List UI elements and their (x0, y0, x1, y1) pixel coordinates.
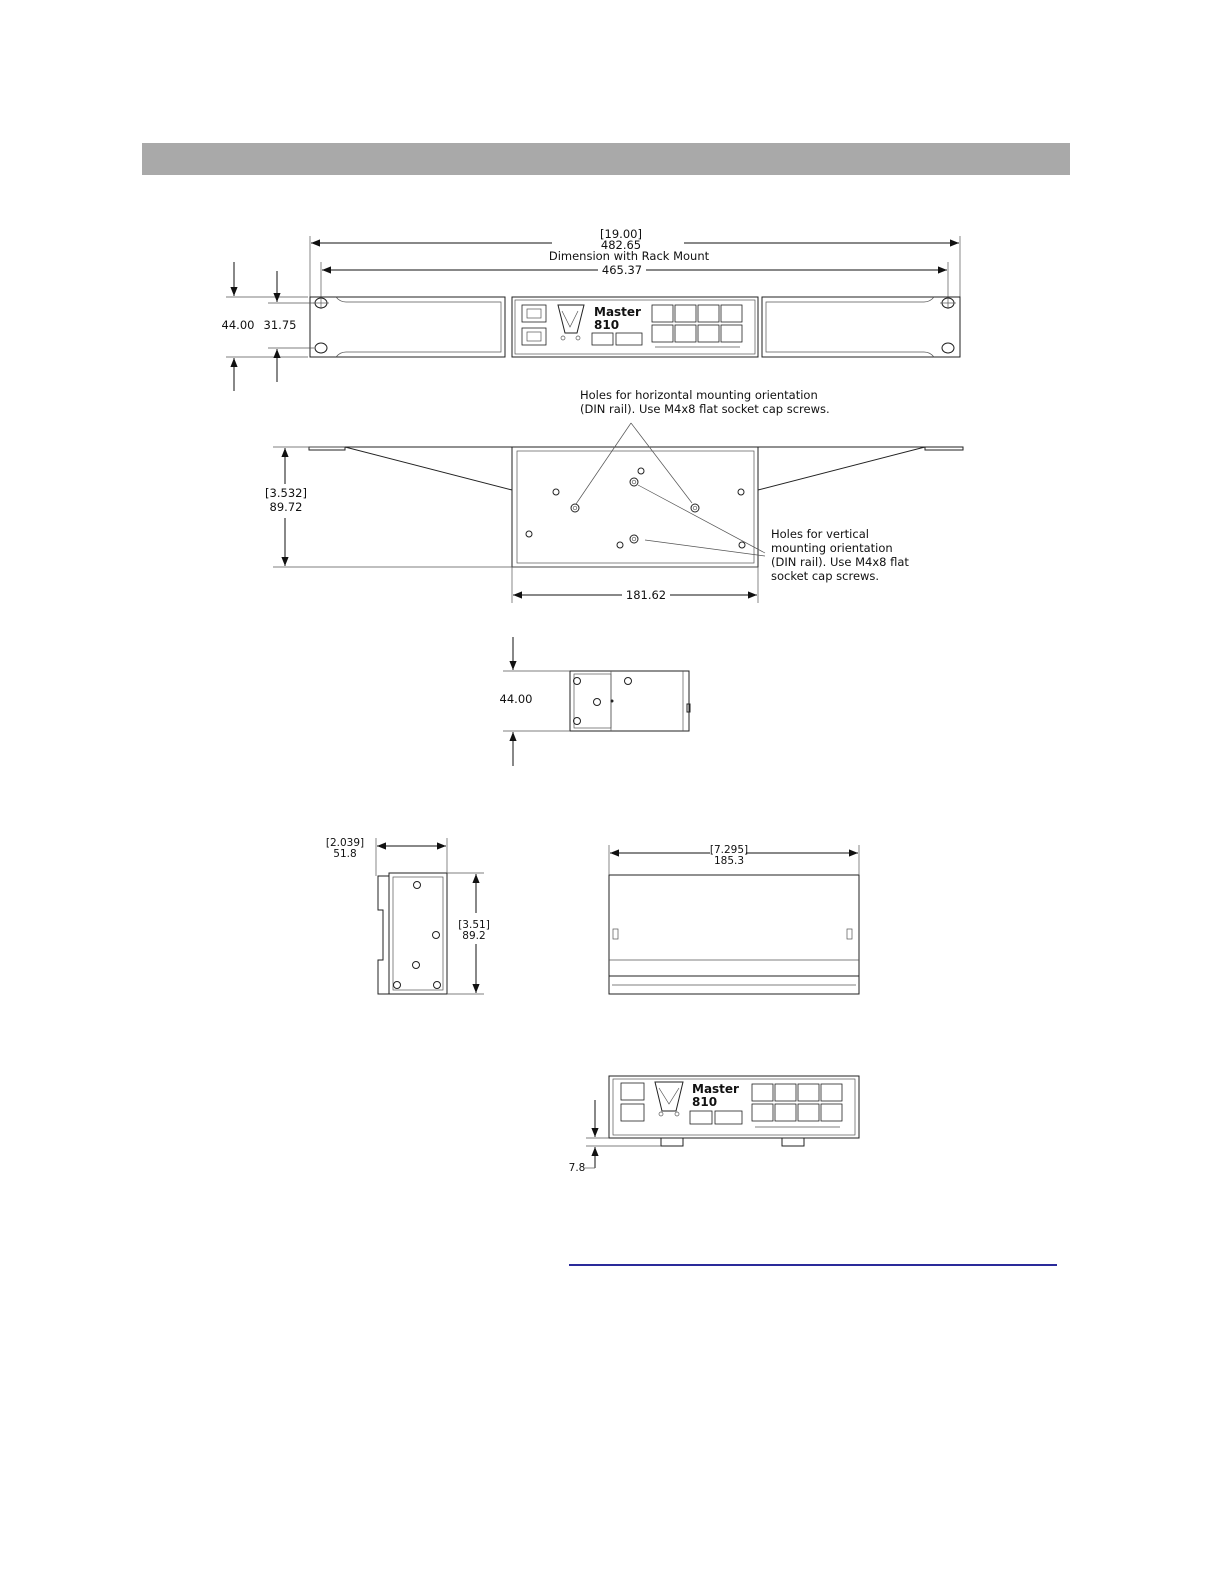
hole-pitch-dimension: 31.75 (263, 318, 297, 332)
din-device-title: Master (692, 1082, 739, 1096)
side-view (500, 637, 690, 766)
din-front-view (569, 1076, 859, 1174)
top-depth-imperial: [3.532] (265, 486, 307, 500)
din-side-view (326, 837, 490, 994)
callout-vertical-line-2: mounting orientation (771, 541, 893, 555)
din-top-width-imperial: [7.295] (709, 844, 749, 856)
callout-vertical-line-4: socket cap screws. (771, 569, 880, 583)
top-depth-metric: 89.72 (269, 500, 303, 514)
rack-top-view (265, 388, 963, 603)
overall-width-metric: 482.65 (600, 238, 642, 252)
callout-horizontal-line-1: Holes for horizontal mounting orientation (580, 388, 818, 402)
front-height-dimension: 44.00 (221, 318, 255, 332)
overall-width-imperial: [19.00] (600, 227, 642, 241)
overall-width-caption: Dimension with Rack Mount (548, 249, 710, 263)
device-model-front: 810 (594, 318, 620, 332)
din-side-width-metric: 51.8 (333, 848, 357, 860)
top-width-dimension: 181.62 (625, 588, 667, 602)
din-offset-dimension: 7.8 (568, 1162, 586, 1174)
callout-vertical-line-3: (DIN rail). Use M4x8 flat (771, 555, 909, 569)
din-device-model: 810 (692, 1095, 718, 1109)
din-side-height-imperial: [3.51] (458, 919, 490, 931)
hole-span-dimension: 465.37 (601, 263, 643, 277)
side-height-dimension: 44.00 (499, 692, 533, 706)
din-side-height-metric: 89.2 (462, 930, 486, 942)
device-title-front: Master (594, 305, 641, 319)
rack-front-view (222, 227, 960, 391)
din-top-view (609, 844, 859, 994)
callout-vertical-line-1: Holes for vertical (771, 527, 869, 541)
din-top-width-metric: 185.3 (713, 855, 745, 867)
din-side-width-imperial: [2.039] (325, 837, 365, 849)
callout-horizontal-line-2: (DIN rail). Use M4x8 flat socket cap screws. (580, 402, 830, 416)
footer-hyperlink-underline[interactable] (569, 1264, 1057, 1266)
